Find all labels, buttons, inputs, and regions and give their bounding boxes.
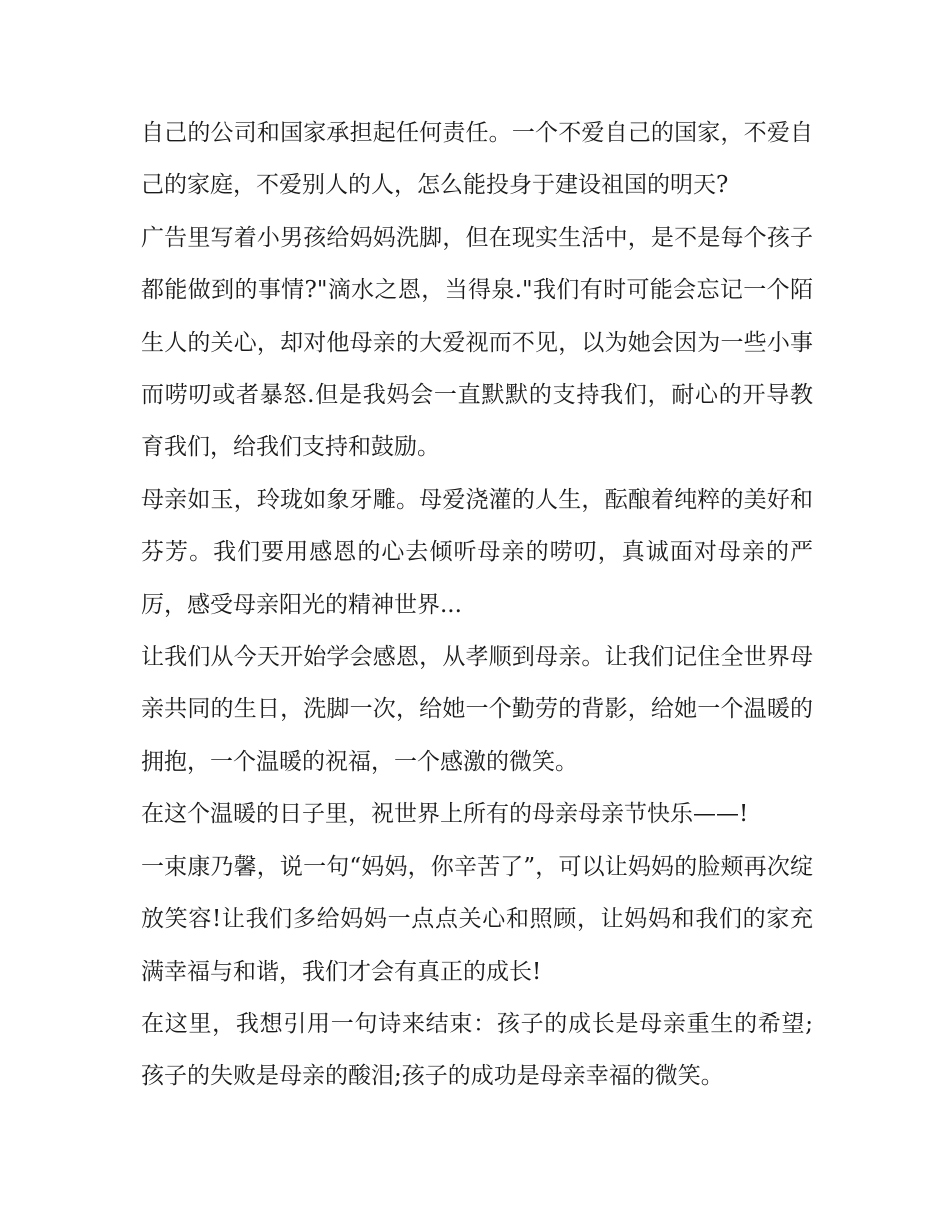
paragraph-3: 母亲如玉，玲珑如象牙雕。母爱浇灌的人生，酝酿着纯粹的美好和芬芳。我们要用感恩的心去倾听母亲的唠叨，真诚面对母亲的严厉，感受母亲阳光的精神世界...	[141, 486, 813, 618]
paragraph-4: 让我们从今天开始学会感恩，从孝顺到母亲。让我们记住全世界母亲共同的生日，洗脚一次，给她一个勤劳的背影，给她一个温暖的拥抱，一个温暖的祝福，一个感激的微笑。	[141, 644, 813, 775]
paragraph-7: 在这里，我想引用一句诗来结束：孩子的成长是母亲重生的希望;孩子的失败是母亲的酸泪;孩子的成功是母亲幸福的微笑。	[141, 1010, 813, 1090]
paragraph-1: 自己的公司和国家承担起任何责任。一个不爱自己的国家，不爱自己的家庭，不爱别人的人，怎么能投身于建设祖国的明天?	[141, 120, 813, 199]
paragraph-2: 广告里写着小男孩给妈妈洗脚，但在现实生活中，是不是每个孩子都能做到的事情?"滴水之恩，当得泉."我们有时可能会忘记一个陌生人的关心，却对他母亲的大爱视而不见，以为她会因为一些小事而唠叨或者暴怒.但是我妈会一直默默的支持我们，耐心的开导教育我们，给我们支持和鼓励。	[141, 224, 813, 461]
paragraph-5: 在这个温暖的日子里，祝世界上所有的母亲母亲节快乐——!	[141, 801, 749, 828]
paragraph-6: 一束康乃馨，说一句“妈妈，你辛苦了”，可以让妈妈的脸颊再次绽放笑容!让我们多给妈妈一点点关心和照顾，让妈妈和我们的家充满幸福与和谐，我们才会有真正的成长!	[141, 853, 813, 985]
document-body	[141, 107, 813, 1103]
